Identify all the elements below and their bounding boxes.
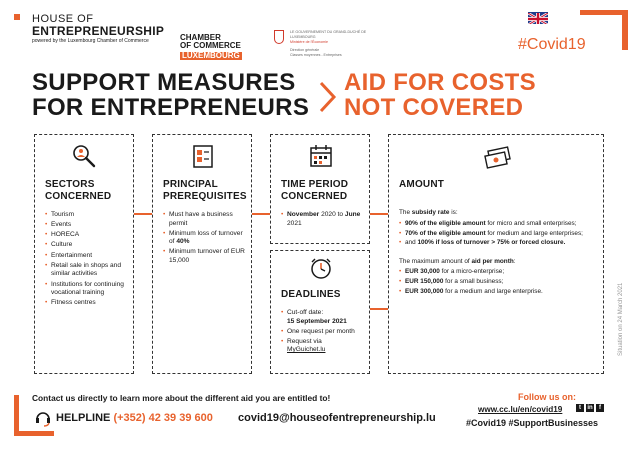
text: for a medium and large enterprise. (443, 288, 543, 296)
subsidy-intro (399, 209, 599, 218)
text: The (399, 209, 412, 216)
list-item: • One request per month (281, 328, 367, 337)
frame-right-top (622, 10, 628, 50)
card-amount (388, 134, 604, 374)
covid-hashtag-text: #Covid19 (518, 36, 586, 53)
logo-hoe-line3: powered by the Luxembourg Chamber of Commerce (32, 38, 149, 44)
logo-hoe-line2: ENTREPRENEURSHIP (32, 24, 165, 38)
card-deadlines (270, 250, 370, 374)
logo-chamber-of-commerce (180, 34, 242, 60)
website-link[interactable]: www.cc.lu/en/covid19 (478, 405, 563, 414)
period-start-text: 2020 to (319, 211, 345, 218)
covid-hashtag (518, 36, 610, 58)
twitter-icon[interactable]: t (576, 404, 584, 412)
text-bold: subsidy rate (411, 209, 450, 216)
chevron-right-icon (318, 80, 338, 119)
page-subtitle-line2: NOT COVERED (344, 94, 524, 122)
follow-us-label: Follow us on: (518, 392, 576, 402)
list-item (399, 278, 599, 286)
list-item (399, 220, 599, 228)
clock-icon (309, 257, 333, 286)
logo-gov-line3: Direction générale (290, 48, 320, 53)
card-prerequisites (152, 134, 252, 374)
list-item (399, 268, 599, 276)
subsidy-rate-list (399, 220, 599, 248)
list-item (281, 309, 367, 326)
card-prerequisites-title (163, 179, 247, 203)
list-item: • Entertainment (45, 252, 131, 261)
linkedin-icon[interactable]: in (587, 405, 593, 411)
connector-line (250, 213, 272, 215)
card-sectors (34, 134, 134, 374)
situation-note-text: Situation on 24 March 2021 (618, 282, 624, 356)
card-time-period (270, 134, 370, 244)
cutoff-date: 15 September 2021 (287, 317, 347, 325)
list-item (399, 230, 599, 238)
card-deadlines-title: DEADLINES (281, 289, 341, 300)
connector-line (368, 308, 390, 310)
page-subtitle-line1: AID FOR COSTS (344, 69, 536, 96)
text: for a small business; (443, 278, 504, 286)
max-amount-intro (399, 258, 599, 267)
page-subtitle (344, 70, 536, 120)
list-item (163, 211, 247, 228)
list-item (399, 239, 599, 247)
list-item (163, 248, 247, 265)
list-item-bold: 40% (176, 238, 190, 246)
list-item: • Retail sale in shops and similar activities (45, 262, 131, 279)
list-item (281, 338, 367, 355)
text: for a micro-enterprise; (439, 268, 505, 276)
text-bold: EUR 300,000 (405, 288, 444, 296)
connector-line (132, 213, 154, 215)
text: for medium and large enterprises; (485, 229, 583, 237)
logo-gov-line1: LE GOUVERNEMENT DU GRAND-DUCHÉ DE LUXEMBOURG (290, 30, 367, 40)
money-icon (483, 145, 513, 174)
list-item-text: Minimum turnover of EUR 15,000 (169, 248, 245, 264)
search-icon (71, 143, 97, 174)
period-end-text: 2021 (287, 219, 302, 227)
card-sectors-title-line1: SECTORS (45, 179, 95, 190)
list-item (399, 288, 599, 296)
list-item: • Culture (45, 241, 131, 250)
text: is: (449, 209, 458, 216)
card-amount-title: AMOUNT (399, 179, 445, 190)
helpline-label: HELPLINE (56, 412, 111, 424)
text: for micro and small enterprises; (485, 219, 577, 227)
situation-note (618, 282, 628, 366)
period-list (281, 211, 367, 230)
myguichet-link[interactable]: MyGuichet.lu (287, 346, 326, 354)
list-item: • Tourism (45, 211, 131, 220)
logo-government (290, 30, 380, 58)
page-title (32, 70, 309, 120)
frame-corner (14, 14, 20, 20)
text-bold: EUR 150,000 (405, 278, 444, 286)
calendar-icon (308, 143, 334, 174)
period-start-month: November (287, 211, 320, 218)
cutoff-label: Cut-off date: (287, 309, 324, 316)
card-time-period-title (281, 179, 348, 203)
connector-line (368, 213, 390, 215)
contact-text: Contact us directly to learn more about the different aid you are entitled to! (32, 393, 331, 403)
headset-icon (34, 409, 52, 432)
card-prerequisites-title-line1: PRINCIPAL (163, 179, 218, 190)
checklist-icon (190, 143, 216, 174)
text-bold: EUR 30,000 (405, 268, 440, 276)
page-title-line2: FOR ENTREPRENEURS (32, 94, 310, 122)
prerequisites-list (163, 211, 247, 267)
frame-left-bottom (14, 395, 19, 431)
helpline (56, 412, 213, 424)
page-title-line1: SUPPORT MEASURES (32, 69, 296, 96)
deadlines-list (281, 309, 367, 357)
helpline-number[interactable]: (+352) 42 39 39 600 (113, 412, 213, 424)
text: : (513, 257, 516, 265)
amount-details (399, 209, 599, 298)
list-item: • Institutions for continuing vocational training (45, 281, 131, 298)
list-item-text: Must have a business permit (169, 211, 233, 227)
list-item: • Fitness centres (45, 299, 131, 308)
max-amount-list (399, 268, 599, 296)
logo-coc-line3: LUXEMBOURG (182, 50, 240, 60)
list-item: • Events (45, 221, 131, 230)
logo-hoe-line1: HOUSE OF (32, 13, 94, 25)
logo-coc-line1: CHAMBER (180, 33, 221, 42)
logo-house-of-entrepreneurship (32, 13, 165, 44)
contact-email[interactable]: covid19@houseofentrepreneurship.lu (238, 412, 436, 424)
sectors-list (45, 211, 131, 309)
card-sectors-title (45, 179, 111, 203)
facebook-icon[interactable]: f (596, 404, 604, 412)
card-time-period-title-line2: CONCERNED (281, 191, 348, 202)
card-time-period-title-line1: TIME PERIOD (281, 179, 349, 190)
text-bold: 70% of the eligible amount (405, 229, 486, 237)
hashtags: #Covid19 #SupportBusinesses (466, 418, 599, 428)
request-via-label: Request via (287, 337, 322, 345)
logo-gov-line4: Classes moyennes - Entreprises (290, 53, 342, 58)
card-prerequisites-title-line2: PREREQUISITES (163, 191, 247, 202)
list-item-text: Minimum loss of turnover of (169, 229, 243, 246)
list-item (281, 211, 367, 228)
logo-coc-line2: OF COMMERCE (180, 41, 241, 51)
text-bold: 100% if loss of turnover > 75% or forced closure. (417, 239, 566, 247)
text: and (405, 239, 418, 247)
period-end-month: June (344, 211, 361, 218)
logo-gov-line2: Ministère de l'Économie (290, 40, 329, 45)
text-bold: aid per month (471, 257, 514, 265)
list-item: • HORECA (45, 231, 131, 240)
uk-flag-icon[interactable] (528, 12, 548, 24)
text: The maximum amount of (399, 257, 472, 265)
list-item (163, 230, 247, 247)
text-bold: 90% of the eligible amount (405, 219, 486, 227)
government-crest-icon (274, 30, 284, 44)
card-sectors-title-line2: CONCERNED (45, 191, 112, 202)
frame-top-right (580, 10, 628, 15)
